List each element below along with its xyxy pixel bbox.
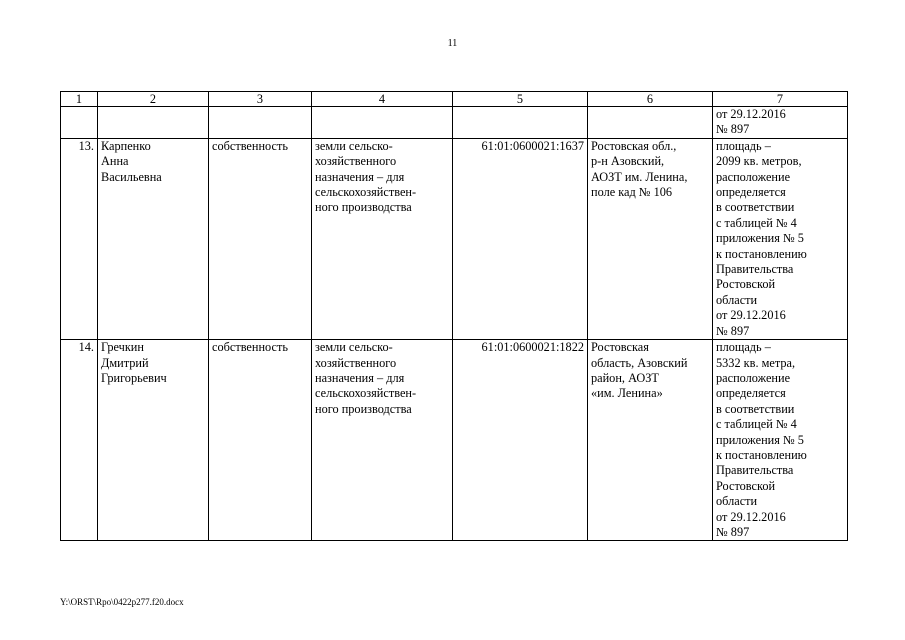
notes-line: области [716, 494, 758, 509]
owner-name-cell [98, 340, 209, 541]
notes-line: Ростовской [716, 478, 776, 493]
address-line: АОЗТ им. Ленина, [591, 169, 688, 184]
notes-cell [713, 107, 848, 139]
owner-name-line: Карпенко [101, 138, 151, 153]
owner-name-line: Дмитрий [101, 355, 149, 370]
category-line: хозяйственного [315, 355, 397, 370]
notes-line: к постановлению [716, 246, 807, 261]
category-line: сельскохозяйствен- [315, 386, 417, 401]
notes-line: от 29.12.2016 [716, 107, 786, 121]
address-cell [588, 138, 713, 339]
category-line: ного производства [315, 200, 412, 215]
notes-line: площадь – [716, 138, 771, 153]
continuation-row [61, 107, 848, 139]
notes-line: приложения № 5 [716, 432, 804, 447]
category-line: ного производства [315, 401, 412, 416]
notes-line: к постановлению [716, 447, 807, 462]
row-number: 13. [61, 138, 98, 339]
notes-line: Ростовской [716, 277, 776, 292]
land-plots-table [60, 91, 848, 541]
notes-line: в соответствии [716, 401, 795, 416]
table-cell [98, 107, 209, 139]
land-category-cell [312, 138, 453, 339]
address-line: р-н Азовский, [591, 154, 665, 169]
address-line: Ростовская обл., [591, 138, 677, 153]
notes-line: расположение [716, 370, 791, 385]
cadastral-number-cell: 61:01:0600021:1822 [453, 340, 588, 541]
table-cell [209, 107, 312, 139]
notes-line: Правительства [716, 262, 794, 277]
category-line: назначения – для [315, 169, 405, 184]
header-cell: 5 [453, 92, 588, 107]
notes-line: приложения № 5 [716, 231, 804, 246]
notes-line: Правительства [716, 463, 794, 478]
owner-name-line: Гречкин [101, 340, 144, 355]
header-cell: 1 [61, 92, 98, 107]
header-cell: 6 [588, 92, 713, 107]
owner-name-line: Григорьевич [101, 370, 167, 385]
table-cell [588, 107, 713, 139]
header-cell: 3 [209, 92, 312, 107]
category-line: хозяйственного [315, 154, 397, 169]
notes-line: от 29.12.2016 [716, 509, 786, 524]
land-category-cell [312, 340, 453, 541]
notes-cell [713, 138, 848, 339]
notes-line: с таблицей № 4 [716, 417, 797, 432]
header-cell: 4 [312, 92, 453, 107]
address-line: поле кад № 106 [591, 185, 673, 200]
file-path-footer: Y:\ORST\Rpo\0422p277.f20.docx [60, 597, 184, 607]
notes-line: № 897 [716, 524, 750, 539]
table-row [61, 340, 848, 541]
table-row [61, 138, 848, 339]
notes-line: площадь – [716, 340, 771, 355]
address-line: область, Азовский [591, 355, 688, 370]
category-line: сельскохозяйствен- [315, 185, 417, 200]
category-line: земли сельско- [315, 340, 393, 355]
address-line: «им. Ленина» [591, 386, 663, 401]
row-number: 14. [61, 340, 98, 541]
table-cell [453, 107, 588, 139]
notes-line: № 897 [716, 323, 750, 338]
page-number: 11 [447, 38, 458, 49]
address-line: Ростовская [591, 340, 649, 355]
right-type-cell: собственность [209, 340, 312, 541]
category-line: назначения – для [315, 370, 405, 385]
table-header-row [61, 92, 848, 107]
notes-line: в соответствии [716, 200, 795, 215]
notes-line: № 897 [716, 122, 750, 137]
notes-cell [713, 340, 848, 541]
table-cell [61, 107, 98, 139]
category-line: земли сельско- [315, 138, 393, 153]
address-cell [588, 340, 713, 541]
right-type-cell: собственность [209, 138, 312, 339]
notes-line: от 29.12.2016 [716, 308, 786, 323]
notes-line: определяется [716, 386, 786, 401]
owner-name-cell [98, 138, 209, 339]
owner-name-line: Анна [101, 154, 129, 169]
notes-line: 5332 кв. метра, [716, 355, 796, 370]
address-line: район, АОЗТ [591, 370, 659, 385]
header-cell: 7 [713, 92, 848, 107]
notes-line: определяется [716, 185, 786, 200]
cadastral-number-cell: 61:01:0600021:1637 [453, 138, 588, 339]
notes-line: области [716, 292, 758, 307]
owner-name-line: Васильевна [101, 169, 162, 184]
notes-line: расположение [716, 169, 791, 184]
header-cell: 2 [98, 92, 209, 107]
notes-line: с таблицей № 4 [716, 215, 797, 230]
notes-line: 2099 кв. метров, [716, 154, 802, 169]
table-cell [312, 107, 453, 139]
